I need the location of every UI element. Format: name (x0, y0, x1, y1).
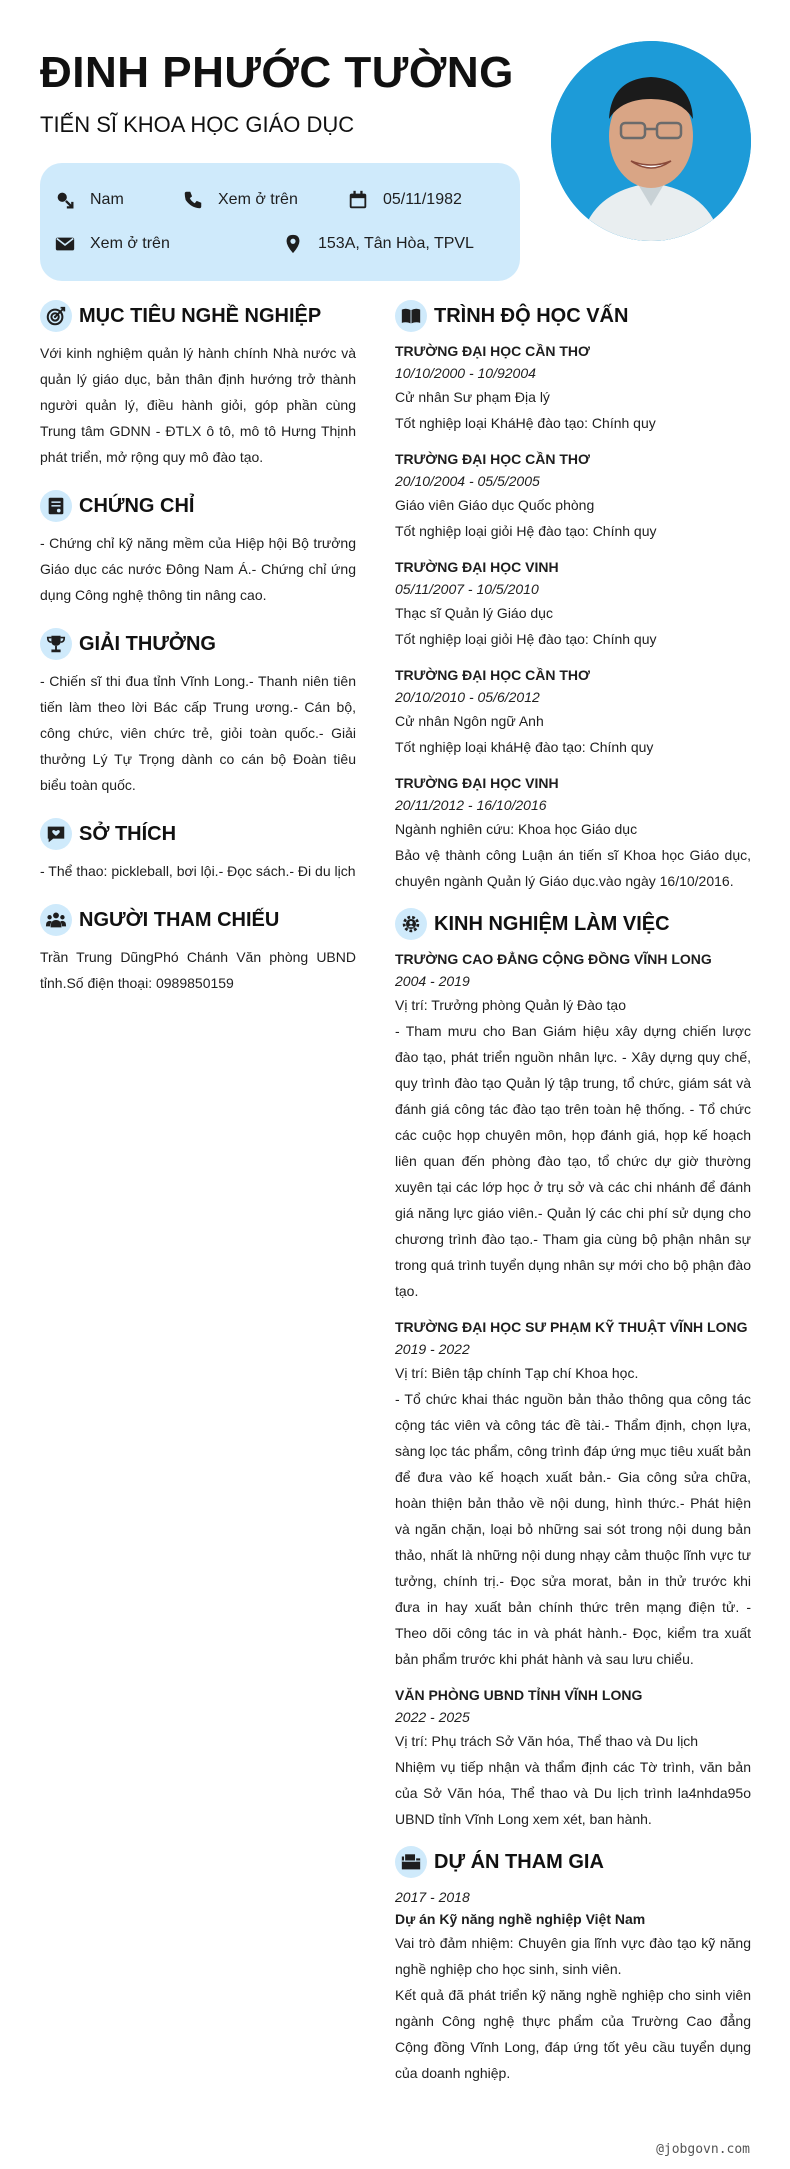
education-organization: TRƯỜNG ĐẠI HỌC CẦN THƠ (395, 667, 590, 683)
references-section (40, 904, 356, 996)
education-detail: Bảo vệ thành công Luận án tiến sĩ Khoa học Giáo dục, chuyên ngành Quản lý Giáo dục.vào ngày 16/10/2016. (395, 847, 751, 889)
contact-address (282, 233, 474, 255)
email-value: Xem ở trên (90, 235, 170, 252)
experience-organization: VĂN PHÒNG UBND TỈNH VĨNH LONG (395, 1687, 643, 1703)
avatar (551, 41, 751, 241)
folder-icon (395, 1846, 427, 1878)
projects-section (395, 1846, 751, 2086)
experience-detail: - Tham mưu cho Ban Giám hiệu xây dựng chiến lược đào tạo, phát triển nguồn nhân lực. - Xây dựng quy chế, quy trình đào tạo Quản lý tập trung, tổ chức, giám sát và đánh giá công tác đào tạo trên toàn hệ thống. - Tổ chức các cuộc họp chuyên môn, họp đánh giá, họp kế hoạch liên quan đến phòng đào tạo, tổ chức dự giờ thường xuyên tại các lớp học ở trụ sở và các chi nhánh để đánh giá năng lực giáo viên.- Quản lý các chi phí sử dụng cho chương trình đào tạo.- Tham gia cùng bộ phận nhân sự trong quá trình tuyển dụng nhân sự mới cho bộ phận đào tạo. (395, 1023, 751, 1299)
candidate-name: ĐINH PHƯỚC TƯỜNG (40, 48, 514, 97)
experience-detail: Nhiệm vụ tiếp nhận và thẩm định các Tờ trình, văn bản của Sở Văn hóa, Thể thao và Du lịch trình la4nhda95o UBND tỉnh Vĩnh Long xem xét, ban hành. (395, 1759, 751, 1827)
phone-icon (182, 189, 204, 211)
dob-value: 05/11/1982 (383, 191, 462, 208)
awards-section (40, 628, 356, 798)
experience-organization: TRƯỜNG CAO ĐẲNG CỘNG ĐỒNG VĨNH LONG (395, 951, 712, 967)
contact-gender (54, 189, 124, 211)
contact-email (54, 233, 170, 255)
project-date: 2017 - 2018 (395, 1889, 470, 1905)
right-column (395, 300, 751, 2100)
email-icon (54, 233, 76, 255)
hobbies-title: SỞ THÍCH (79, 822, 177, 845)
experience-title: KINH NGHIỆM LÀM VIỆC (434, 912, 670, 935)
education-entry (395, 448, 751, 544)
experience-date: 2004 - 2019 (395, 973, 470, 989)
project-detail: Kết quả đã phát triển kỹ năng nghề nghiệp cho sinh viên ngành Công nghệ thực phẩm của Trường Cao đẳng Cộng đồng Vĩnh Long, đáp ứng tốt yêu cầu tuyển dụng của doanh nghiệp. (395, 1987, 751, 2081)
project-detail: Vai trò đảm nhiệm: Chuyên gia lĩnh vực đào tạo kỹ năng nghề nghiệp cho học sinh, sinh viên. (395, 1935, 751, 1977)
calendar-icon (347, 189, 369, 211)
education-detail: Thạc sĩ Quản lý Giáo dục (395, 605, 553, 621)
contact-dob (347, 189, 462, 211)
experience-date: 2019 - 2022 (395, 1341, 470, 1357)
address-value: 153A, Tân Hòa, TPVL (318, 235, 474, 252)
contact-box (40, 163, 520, 281)
projects-list (395, 1886, 751, 2086)
education-detail: Tốt nghiệp loại KháHệ đào tạo: Chính quy (395, 415, 656, 431)
experience-section (395, 908, 751, 1832)
education-section (395, 300, 751, 894)
left-column (40, 300, 356, 1016)
project-organization: Dự án Kỹ năng nghề nghiệp Việt Nam (395, 1911, 646, 1927)
education-organization: TRƯỜNG ĐẠI HỌC CẦN THƠ (395, 451, 590, 467)
experience-entry (395, 1684, 751, 1832)
objective-title: MỤC TIÊU NGHỀ NGHIỆP (79, 304, 322, 327)
gear-person-icon (395, 908, 427, 940)
portrait-photo (551, 41, 751, 241)
education-detail: Giáo viên Giáo dục Quốc phòng (395, 497, 595, 513)
contact-phone (182, 189, 298, 211)
awards-title: GIẢI THƯỞNG (79, 632, 216, 655)
education-date: 10/10/2000 - 10/92004 (395, 365, 536, 381)
hobbies-text: - Thể thao: pickleball, bơi lội.- Đọc sách.- Đi du lịch (40, 863, 356, 879)
education-date: 05/11/2007 - 10/5/2010 (395, 581, 539, 597)
experience-list (395, 948, 751, 1832)
education-detail: Tốt nghiệp loại giỏi Hệ đào tạo: Chính quy (395, 523, 657, 539)
education-entry (395, 664, 751, 760)
objective-section (40, 300, 356, 470)
heart-chat-icon (40, 818, 72, 850)
education-detail: Cử nhân Sư phạm Địa lý (395, 389, 550, 405)
certificates-title: CHỨNG CHỈ (79, 494, 195, 517)
certificate-icon (40, 490, 72, 522)
experience-detail: Vị trí: Phụ trách Sở Văn hóa, Thể thao và Du lịch (395, 1733, 699, 1749)
education-organization: TRƯỜNG ĐẠI HỌC CẦN THƠ (395, 343, 590, 359)
certificates-text: - Chứng chỉ kỹ năng mềm của Hiệp hội Bộ trưởng Giáo dục các nước Đông Nam Á.- Chứng chỉ ứng dụng Công nghệ thông tin nâng cao. (40, 535, 356, 603)
gender-value: Nam (90, 191, 124, 208)
experience-organization: TRƯỜNG ĐẠI HỌC SƯ PHẠM KỸ THUẬT VĨNH LONG (395, 1319, 748, 1335)
education-entry (395, 556, 751, 652)
experience-entry (395, 948, 751, 1304)
location-pin-icon (282, 233, 304, 255)
education-detail: Tốt nghiệp loại giỏi Hệ đào tạo: Chính quy (395, 631, 657, 647)
certificates-section (40, 490, 356, 608)
education-title: TRÌNH ĐỘ HỌC VẤN (434, 304, 629, 327)
references-text: Trần Trung DũngPhó Chánh Văn phòng UBND tỉnh.Số điện thoại: 0989850159 (40, 949, 356, 991)
phone-value: Xem ở trên (218, 191, 298, 208)
gender-icon (54, 189, 76, 211)
target-icon (40, 300, 72, 332)
objective-text: Với kinh nghiệm quản lý hành chính Nhà nước và quản lý giáo dục, bản thân định hướng trở thành người quản lý, điều hành giỏi, góp phần cùng Trung tâm GDNN - ĐTLX ô tô, mô tô Hưng Thịnh phát triển, mở rộng quy mô đào tạo. (40, 345, 356, 465)
education-organization: TRƯỜNG ĐẠI HỌC VINH (395, 559, 559, 575)
projects-title: DỰ ÁN THAM GIA (434, 1850, 604, 1873)
awards-text: - Chiến sĩ thi đua tỉnh Vĩnh Long.- Thanh niên tiên tiến làm theo lời Bác cấp Trung ương.- Cán bộ, công chức, viên chức trẻ, giỏi toàn quốc.- Giải thưởng Lý Tự Trọng dành co cán bộ Đoàn tiêu biểu toàn quốc. (40, 673, 356, 793)
people-icon (40, 904, 72, 936)
education-list (395, 340, 751, 894)
trophy-icon (40, 628, 72, 660)
education-date: 20/10/2004 - 05/5/2005 (395, 473, 540, 489)
experience-detail: - Tổ chức khai thác nguồn bản thảo thông qua công tác cộng tác viên và công tác đề tài.- Thẩm định, chọn lựa, sàng lọc tác phẩm, công trình đáp ứng mục tiêu xuất bản để đưa vào kế hoạch xuất bản.- Gia công sửa chữa, hoàn thiện bản thảo về nội dung, hình thức.- Phát hiện và ngăn chặn, loại bỏ những sai sót trong nội dung bản thảo, nhất là những nội dung nhạy cảm thuộc lĩnh vực tư tưởng, chính trị.- Đọc sửa morat, bản in thử trước khi đưa in hay xuất bản chính thức trên mạng điện tử. - Theo dõi công tác in và phát hành.- Đọc, kiểm tra xuất bản phẩm trước khi phát hành và sau lưu chiểu. (395, 1391, 751, 1667)
footer-watermark: @jobgovn.com (656, 2142, 750, 2157)
experience-date: 2022 - 2025 (395, 1709, 470, 1725)
candidate-title: TIẾN SĨ KHOA HỌC GIÁO DỤC (40, 112, 355, 137)
project-entry (395, 1886, 751, 2086)
book-icon (395, 300, 427, 332)
education-date: 20/10/2010 - 05/6/2012 (395, 689, 540, 705)
education-entry (395, 772, 751, 894)
hobbies-section (40, 818, 356, 884)
experience-detail: Vị trí: Trưởng phòng Quản lý Đào tạo (395, 997, 627, 1013)
education-detail: Cử nhân Ngôn ngữ Anh (395, 713, 544, 729)
education-organization: TRƯỜNG ĐẠI HỌC VINH (395, 775, 559, 791)
education-date: 20/11/2012 - 16/10/2016 (395, 797, 547, 813)
education-detail: Tốt nghiệp loại kháHệ đào tạo: Chính quy (395, 739, 654, 755)
experience-entry (395, 1316, 751, 1672)
education-detail: Ngành nghiên cứu: Khoa học Giáo dục (395, 821, 638, 837)
references-title: NGƯỜI THAM CHIẾU (79, 908, 280, 931)
experience-detail: Vị trí: Biên tập chính Tạp chí Khoa học. (395, 1365, 639, 1381)
education-entry (395, 340, 751, 436)
